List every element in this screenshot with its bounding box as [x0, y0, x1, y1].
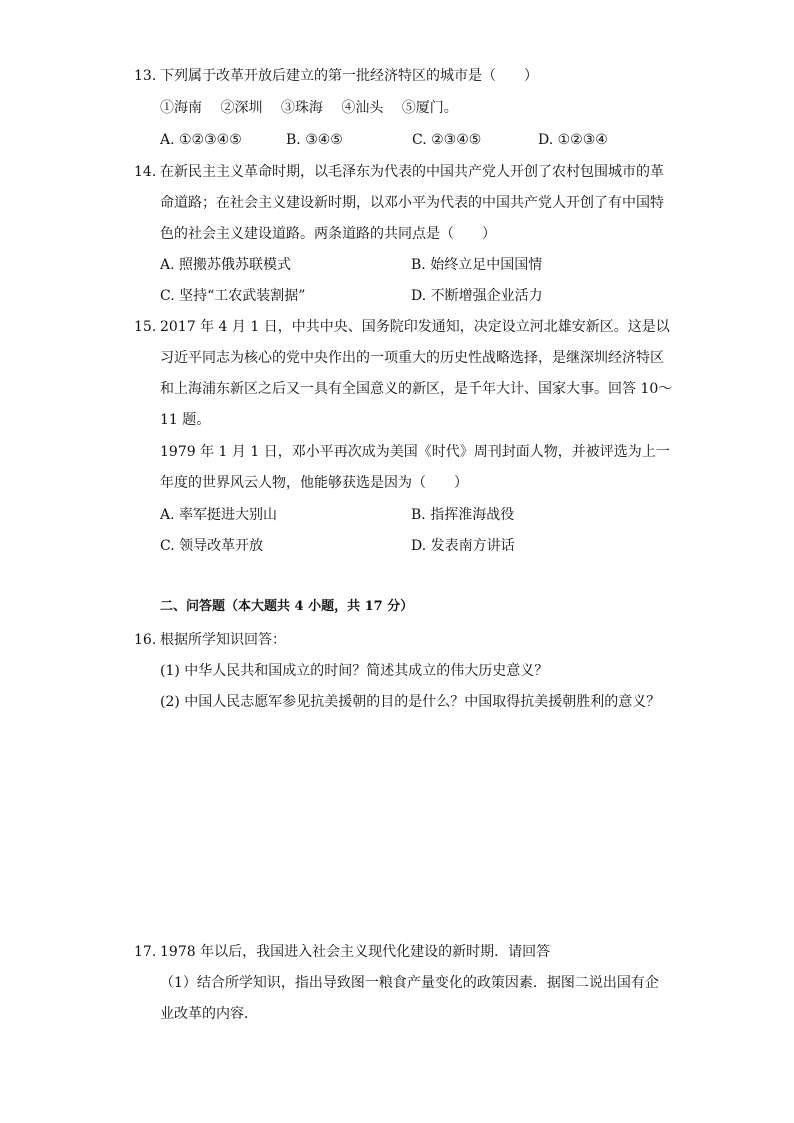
question-stem-line: 命道路；在社会主义建设新时期，以邓小平为代表的中国共产党人开创了有中国特	[160, 195, 664, 211]
question-stem-line: 1979 年 1 月 1 日，邓小平再次成为美国《时代》周刊封面人物，并被评选为上一	[160, 444, 670, 460]
option-d: D. ①②③④	[538, 132, 608, 148]
option-b: B. ③④⑤	[286, 132, 343, 148]
option-c: C. ②③④⑤	[412, 132, 482, 148]
question-number: 16.	[134, 632, 157, 648]
section-title: 二、问答题（本大题共 4 小题，共 17 分）	[160, 599, 414, 614]
question-stem-line: 年度的世界风云人物，他能够获选是因为（ ）	[160, 475, 468, 491]
question-stem-line: 习近平同志为核心的党中央作出的一项重大的历史性战略选择，是继深圳经济特区	[160, 350, 664, 366]
question-stem-line: 在新民主主义革命时期，以毛泽东为代表的中国共产党人开创了农村包围城市的革	[160, 164, 664, 180]
question-stem-line: 2017 年 4 月 1 日，中共中央、国务院印发通知，决定设立河北雄安新区。这是以	[160, 319, 670, 335]
sub-question-line: （1）结合所学知识，指出导致图一粮食产量变化的政策因素．据图二说出国有企	[160, 975, 659, 991]
choices-line: ①海南 ②深圳 ③珠海 ④汕头 ⑤厦门。	[160, 100, 458, 116]
sub-question-1: (1) 中华人民共和国成立的时间？简述其成立的伟大历史意义？	[160, 663, 549, 679]
question-stem-line: 和上海浦东新区之后又一具有全国意义的新区，是千年大计、国家大事。回答 10～	[160, 381, 673, 397]
question-stem: 根据所学知识回答：	[160, 632, 286, 648]
question-stem-line: 色的社会主义建设道路。两条道路的共同点是（ ）	[160, 226, 496, 242]
sub-question-line: 业改革的内容．	[160, 1006, 258, 1022]
sub-question-2: (2) 中国人民志愿军参见抗美援朝的目的是什么？中国取得抗美援朝胜利的意义？	[160, 694, 661, 710]
option-a: A. 率军挺进大别山	[160, 507, 278, 523]
option-d: D. 发表南方讲话	[411, 538, 515, 554]
question-number: 14.	[134, 164, 157, 180]
option-b: B. 指挥淮海战役	[411, 507, 515, 523]
option-c: C. 领导改革开放	[160, 538, 264, 554]
option-d: D. 不断增强企业活力	[411, 288, 543, 304]
option-b: B. 始终立足中国国情	[411, 257, 543, 273]
option-c: C. 坚持“工农武装割据”	[160, 288, 306, 304]
question-number: 13.	[134, 68, 157, 84]
question-stem: 1978 年以后，我国进入社会主义现代化建设的新时期．请回答	[160, 944, 551, 960]
question-stem: 下列属于改革开放后建立的第一批经济特区的城市是（ ）	[160, 68, 538, 84]
question-number: 15.	[134, 319, 157, 335]
option-a: A. 照搬苏俄苏联模式	[160, 257, 292, 273]
option-a: A. ①②③④⑤	[160, 132, 242, 148]
question-stem-line: 11 题。	[160, 412, 211, 428]
question-number: 17.	[134, 944, 157, 960]
